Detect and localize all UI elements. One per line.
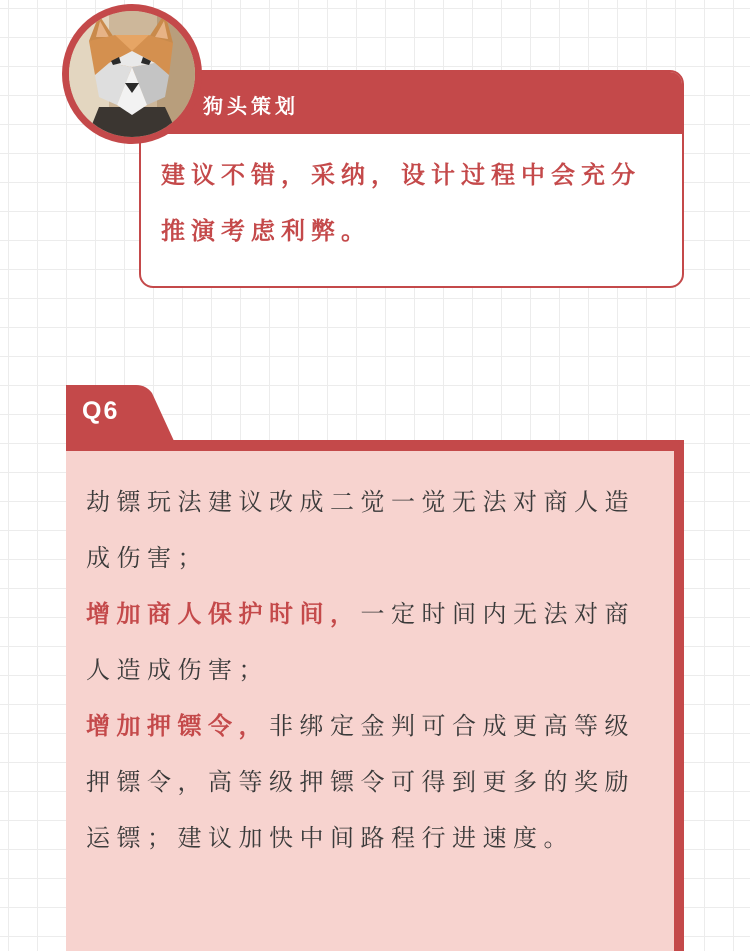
question-highlight-1: 增加商人保护时间， [86, 601, 361, 628]
dog-mask-avatar-image [69, 11, 195, 137]
question-card-top-bar [66, 440, 684, 451]
question-paragraph-2 [86, 587, 658, 699]
question-paragraph-2-text: 一定时间内无法对商人造成伤害； [86, 601, 635, 684]
question-paragraph-3 [86, 699, 658, 867]
question-text [86, 475, 658, 867]
avatar [62, 4, 202, 144]
question-paragraph-3-text: 非绑定金判可合成更高等级押镖令，高等级押镖令可得到更多的奖励运镖；建议加快中间路程行进速度。 [86, 713, 635, 852]
reply-header [141, 72, 682, 134]
reply-author-name: 狗头策划 [203, 96, 299, 118]
question-label: Q6 [82, 397, 120, 425]
reply-card [139, 70, 684, 288]
reply-text: 建议不错，采纳，设计过程中会充分推演考虑利弊。 [161, 162, 641, 245]
question-highlight-2: 增加押镖令， [86, 713, 269, 740]
question-paragraph-1: 劫镖玩法建议改成二觉一觉无法对商人造成伤害； [86, 489, 635, 572]
question-card-edge [674, 451, 684, 951]
